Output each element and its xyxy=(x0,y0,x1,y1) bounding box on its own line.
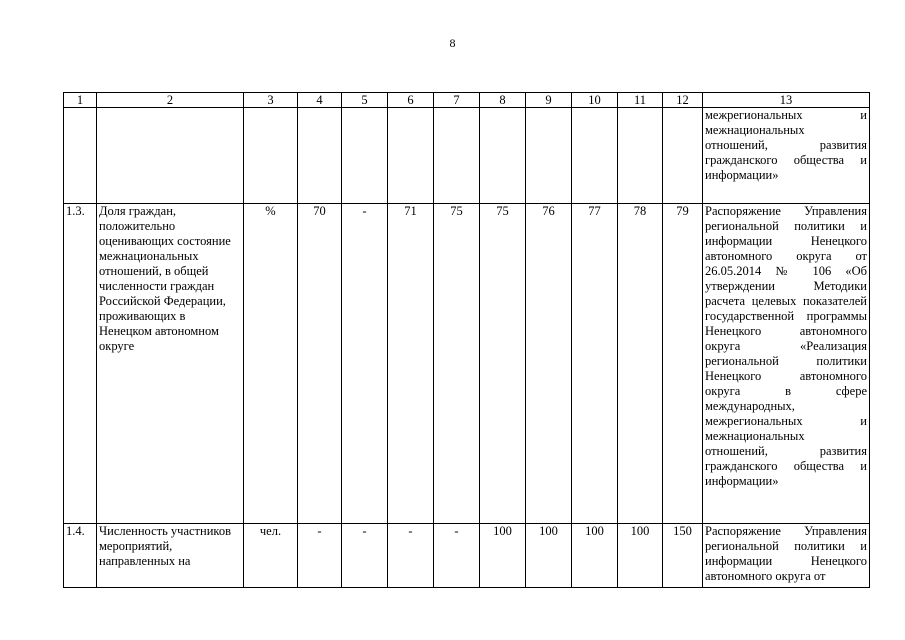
value-cell: 100 xyxy=(572,524,618,588)
header-cell: 9 xyxy=(526,93,572,108)
indicators-table xyxy=(63,92,870,588)
value-cell: 77 xyxy=(572,204,618,524)
table-row xyxy=(64,108,870,204)
value-cell: 78 xyxy=(618,204,663,524)
value-cell: 100 xyxy=(480,524,526,588)
value-cell xyxy=(480,108,526,204)
value-cell: - xyxy=(434,524,480,588)
header-cell: 12 xyxy=(663,93,703,108)
header-cell: 6 xyxy=(388,93,434,108)
value-cell xyxy=(342,108,388,204)
header-cell: 11 xyxy=(618,93,663,108)
indicator-name-cell: Численность участников мероприятий, направленных на xyxy=(97,524,244,588)
unit-cell: чел. xyxy=(244,524,298,588)
indicator-name-cell xyxy=(97,108,244,204)
row-number-cell xyxy=(64,108,97,204)
value-cell: 100 xyxy=(526,524,572,588)
unit-cell: % xyxy=(244,204,298,524)
source-document-cell: межрегиональных и межнациональных отношений, развития гражданского общества и информации» xyxy=(703,108,870,204)
table-header-row xyxy=(64,93,870,108)
value-cell xyxy=(663,108,703,204)
value-cell xyxy=(618,108,663,204)
value-cell: 70 xyxy=(298,204,342,524)
table-row xyxy=(64,204,870,524)
value-cell xyxy=(572,108,618,204)
header-cell: 7 xyxy=(434,93,480,108)
value-cell: 79 xyxy=(663,204,703,524)
header-cell: 4 xyxy=(298,93,342,108)
value-cell: - xyxy=(342,204,388,524)
value-cell: - xyxy=(342,524,388,588)
source-document-cell: Распоряжение Управления региональной политики и информации Ненецкого автономного округа от xyxy=(703,524,870,588)
row-number-cell: 1.4. xyxy=(64,524,97,588)
header-cell: 13 xyxy=(703,93,870,108)
header-cell: 3 xyxy=(244,93,298,108)
header-cell: 8 xyxy=(480,93,526,108)
value-cell xyxy=(298,108,342,204)
source-document-cell: Распоряжение Управления региональной политики и информации Ненецкого автономного округа от 26.05.2014 № 106 «Об утверждении Методики расчета целевых показателей государственной программы Ненецкого автономного округа «Реализация региональной политики Ненецкого автономного округа в сфере международных, межрегиональных и межнациональных отношений, развития гражданского общества и информации» xyxy=(703,204,870,524)
header-cell: 10 xyxy=(572,93,618,108)
indicator-name-cell: Доля граждан, положительно оценивающих состояние межнациональных отношений, в общей численности граждан Российской Федерации, проживающих в Ненецком автономном округе xyxy=(97,204,244,524)
value-cell: 76 xyxy=(526,204,572,524)
table-row xyxy=(64,524,870,588)
value-cell xyxy=(526,108,572,204)
header-cell: 5 xyxy=(342,93,388,108)
value-cell: 75 xyxy=(480,204,526,524)
page-number: 8 xyxy=(449,36,456,50)
value-cell xyxy=(388,108,434,204)
value-cell xyxy=(434,108,480,204)
value-cell: - xyxy=(298,524,342,588)
value-cell: 100 xyxy=(618,524,663,588)
header-cell: 2 xyxy=(97,93,244,108)
header-cell: 1 xyxy=(64,93,97,108)
row-number-cell: 1.3. xyxy=(64,204,97,524)
value-cell: - xyxy=(388,524,434,588)
unit-cell xyxy=(244,108,298,204)
value-cell: 75 xyxy=(434,204,480,524)
value-cell: 150 xyxy=(663,524,703,588)
value-cell: 71 xyxy=(388,204,434,524)
